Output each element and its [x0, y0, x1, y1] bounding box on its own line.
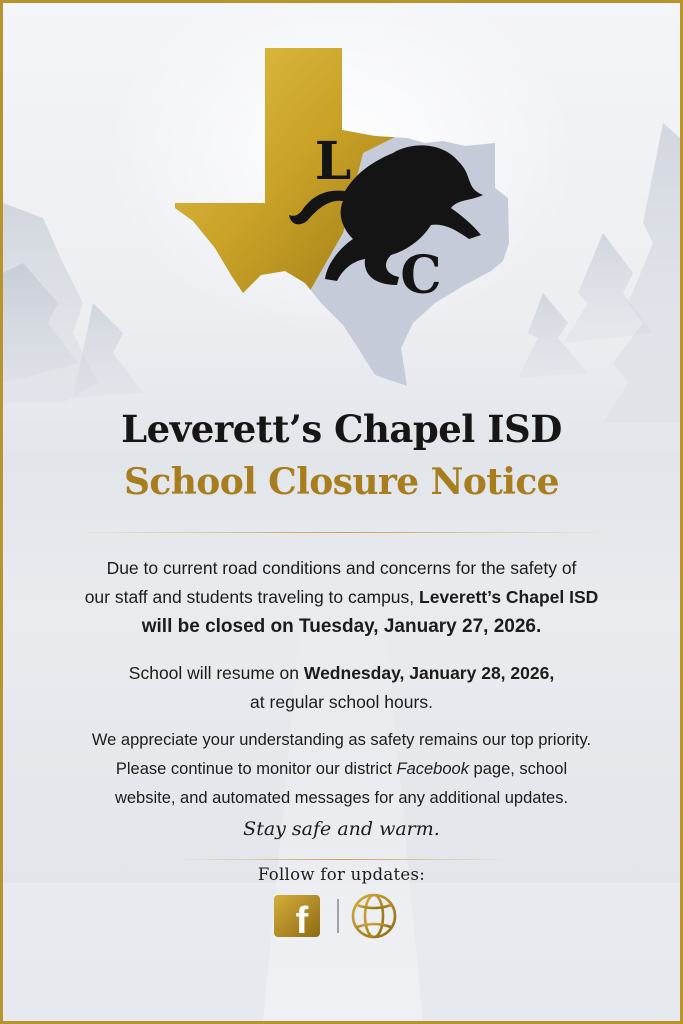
resume-paragraph: [3, 659, 680, 717]
appreciation-line-1: We appreciate your understanding as safety remains our top priority.: [91, 731, 592, 749]
appreciation-paragraph: [3, 726, 680, 813]
appreciation-line-3: website, and automated messages for any additional updates.: [114, 789, 569, 807]
social-icons: [3, 893, 680, 939]
logo-letter-c: C: [400, 245, 442, 306]
resume-line-2: at regular school hours.: [250, 692, 433, 712]
resume-line-1: School will resume on Wednesday, January 28, 2026,: [128, 663, 555, 683]
globe-icon[interactable]: [353, 895, 395, 937]
logo-letter-l: L: [314, 131, 352, 192]
closure-date-line: will be closed on Tuesday, January 27, 2026.: [141, 616, 542, 637]
facebook-icon[interactable]: [274, 895, 320, 939]
follow-label: Follow for updates:: [257, 865, 426, 884]
district-logo: [171, 43, 521, 393]
notice-title: School Closure Notice: [124, 461, 559, 503]
facebook-icon-letter: f: [295, 900, 309, 939]
district-name: Leverett’s Chapel ISD: [121, 407, 562, 451]
divider-top: [73, 532, 613, 533]
closure-line-1: Due to current road conditions and concerns for the safety of: [106, 558, 577, 578]
closure-paragraph: [3, 554, 680, 641]
closing-message: Stay safe and warm.: [243, 818, 440, 840]
appreciation-line-2: Please continue to monitor our district Facebook page, school: [115, 760, 568, 778]
closure-line-2: our staff and students traveling to campus, Leverett’s Chapel ISD: [84, 587, 599, 607]
divider-bottom: [178, 859, 508, 860]
